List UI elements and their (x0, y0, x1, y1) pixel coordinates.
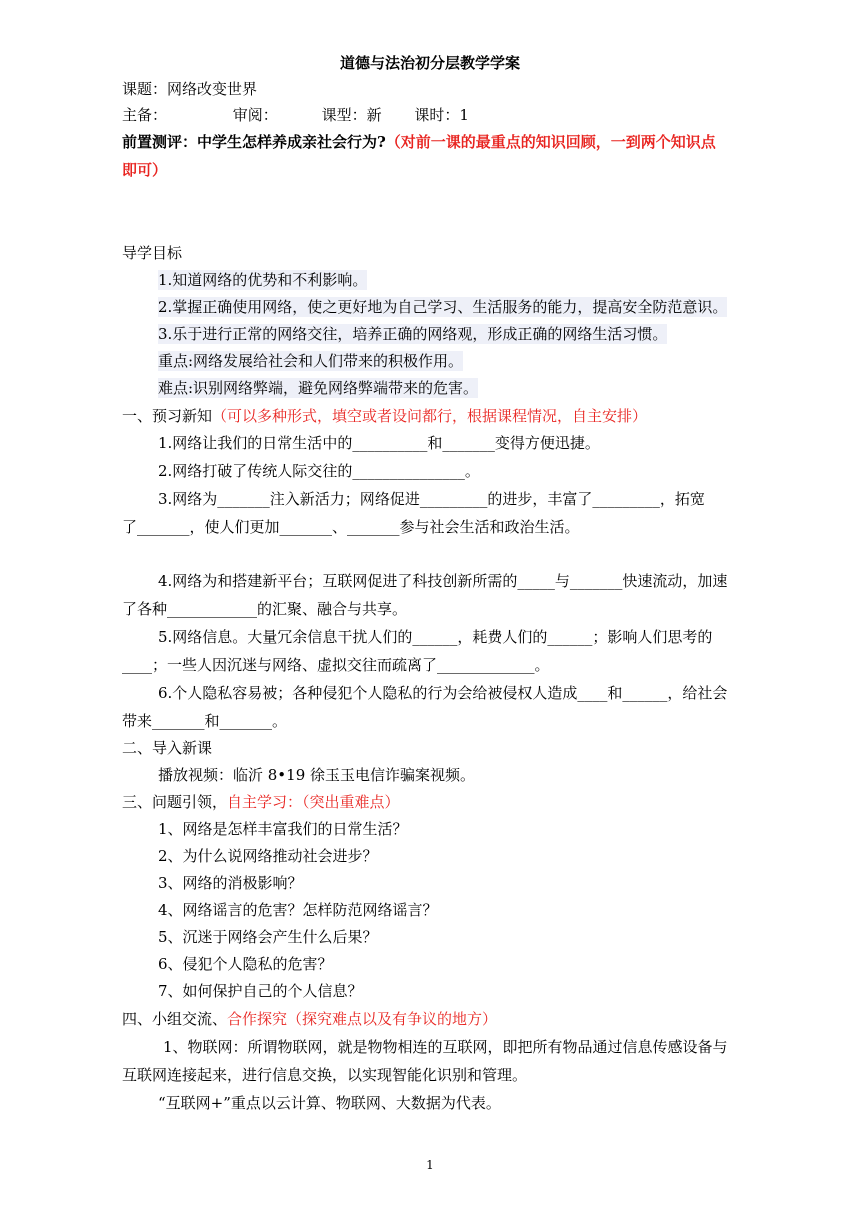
page-number: 1 (426, 1158, 434, 1172)
preview-line: 带来_______和_______。 (122, 712, 288, 730)
preview-line: 2.网络打破了传统人际交往的_______________。 (158, 462, 480, 480)
question-item: 7、如何保护自己的个人信息？ (158, 982, 363, 1000)
questions-heading: 三、问题引领， (122, 793, 228, 811)
preview-heading: 一、预习新知 (122, 407, 213, 425)
question-item: 1、网络是怎样丰富我们的日常生活？ (158, 820, 408, 838)
preview-heading-note: （可以多种形式，填空或者设问都行，根据课程情况，自主安排） (212, 407, 648, 425)
pretest-label: 前置测评：中学生怎样养成亲社会行为? (122, 133, 386, 151)
preview-heading-line (122, 406, 647, 426)
topic-line: 课题：网络改变世界 (122, 80, 258, 98)
meta-line (122, 105, 469, 125)
goal-item: 1.知道网络的优势和不利影响。 (158, 271, 368, 289)
question-item: 6、侵犯个人隐私的危害？ (158, 955, 333, 973)
pretest-note-cont: 即可） (122, 161, 168, 179)
preview-line: 3.网络为_______注入新活力；网络促进_________的进步，丰富了_________，拓宽 (158, 490, 705, 508)
goal-item: 3.乐于进行正常的网络交往，培养正确的网络观，形成正确的网络生活习惯。 (158, 325, 668, 343)
group-heading-red: 合作探究（探究难点以及有争议的地方） (227, 1010, 498, 1028)
key-point: 重点:网络发展给社会和人们带来的积极作用。 (158, 352, 464, 370)
group-heading-line (122, 1009, 497, 1029)
lesson-hours: 课时：1 (414, 106, 469, 124)
document-title: 道德与法治初分层教学学案 (339, 54, 520, 72)
difficult-point: 难点:识别网络弊端，避免网络弊端带来的危害。 (158, 379, 479, 397)
pretest-line (122, 132, 716, 152)
preview-line: 4.网络为和搭建新平台；互联网促进了科技创新所需的_____与_______快速流动，加速 (158, 572, 728, 590)
reviewer: 审阅： (232, 106, 278, 124)
group-paragraph: 1、物联网：所谓物联网，就是物物相连的互联网，即把所有物品通过信息传感设备与 (163, 1038, 728, 1056)
intro-line: 播放视频：临沂 8•19 徐玉玉电信诈骗案视频。 (158, 766, 476, 784)
question-item: 3、网络的消极影响？ (158, 874, 303, 892)
questions-heading-line (122, 792, 400, 812)
lesson-type: 课型：新 (321, 106, 382, 124)
preview-line: 6.个人隐私容易被；各种侵犯个人隐私的行为会给被侵权人造成____和______，给社会 (158, 684, 728, 702)
preview-line: 1.网络让我们的日常生活中的__________和_______变得方便迅捷。 (158, 434, 600, 452)
group-paragraph-cont: 互联网连接起来，进行信息交换，以实现智能化识别和管理。 (122, 1066, 528, 1084)
question-item: 2、为什么说网络推动社会进步？ (158, 847, 378, 865)
question-item: 5、沉迷于网络会产生什么后果？ (158, 928, 378, 946)
goals-heading: 导学目标 (122, 244, 183, 262)
pretest-note: （对前一课的最重点的知识回顾，一到两个知识点 (385, 133, 716, 151)
preview-line: ____；一些人因沉迷与网络、虚拟交往而疏离了_____________。 (122, 656, 550, 674)
preview-line: 了各种____________的汇聚、融合与共享。 (122, 600, 408, 618)
questions-heading-note: （突出重难点） (302, 793, 400, 811)
lead-author: 主备： (122, 106, 168, 124)
group-paragraph-2: “互联网+”重点以云计算、物联网、大数据为代表。 (158, 1094, 501, 1112)
goal-item: 2.掌握正确使用网络，使之更好地为自己学习、生活服务的能力，提高安全防范意识。 (158, 298, 728, 316)
questions-heading-red: 自主学习： (227, 793, 303, 811)
question-item: 4、网络谣言的危害？怎样防范网络谣言？ (158, 901, 438, 919)
intro-heading: 二、导入新课 (122, 739, 213, 757)
group-heading: 四、小组交流、 (122, 1010, 228, 1028)
preview-line: 了_______，使人们更加_______、_______参与社会生活和政治生活。 (122, 518, 580, 536)
preview-line: 5.网络信息。大量冗余信息干扰人们的______，耗费人们的______；影响人们思考的 (158, 628, 713, 646)
